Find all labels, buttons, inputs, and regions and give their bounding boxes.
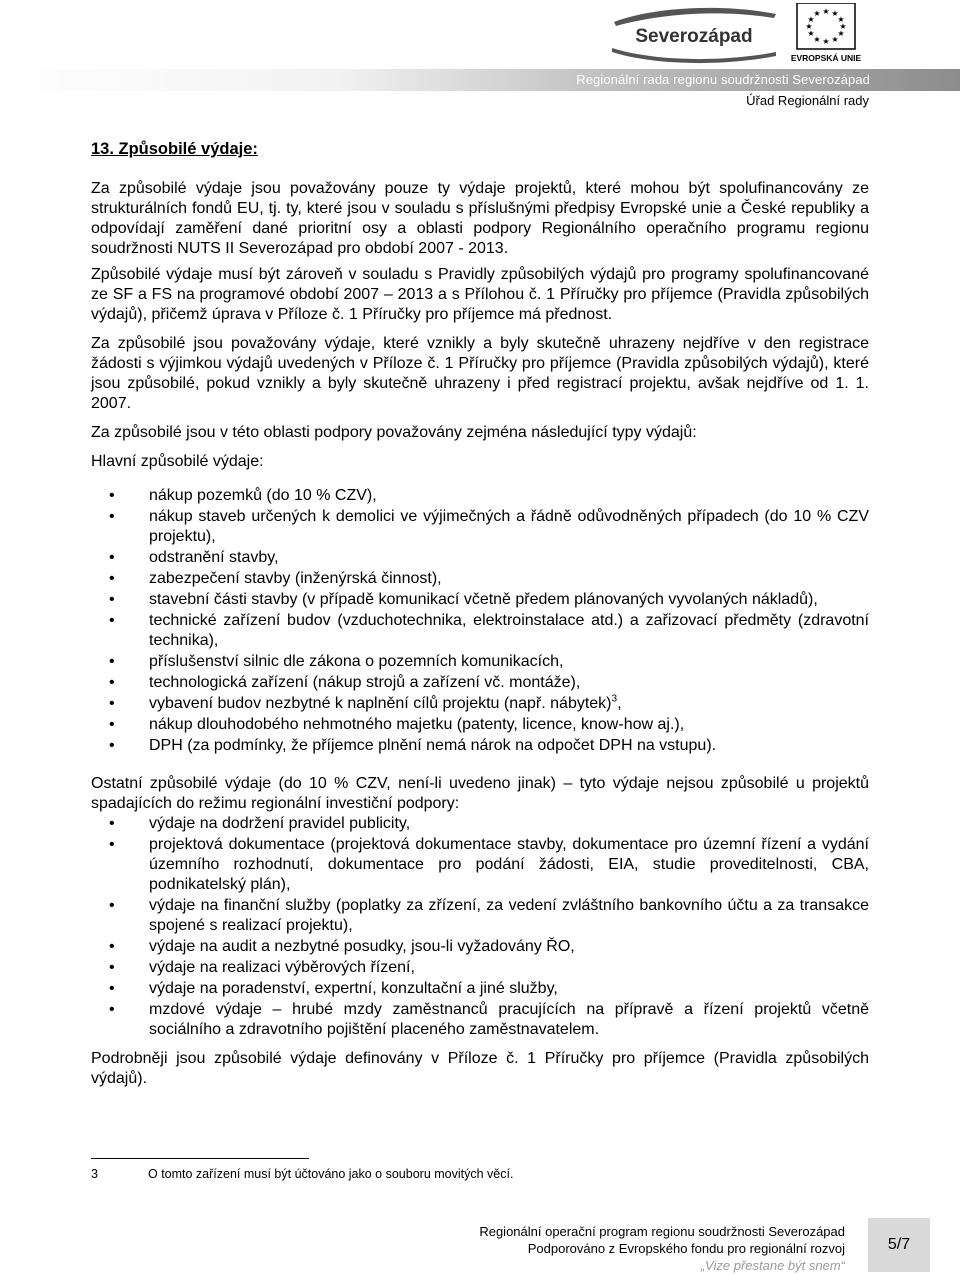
svg-text:★: ★ (813, 35, 821, 44)
bullet-icon: • (109, 674, 115, 691)
bullet-icon: • (109, 980, 115, 997)
svg-text:★: ★ (837, 29, 845, 38)
paragraph-other-heading: Ostatní způsobilé výdaje (do 10 % CZV, není-li uvedeno jinak) – tyto výdaje nejsou způsobilé u projektů spadajících do režimu regionální investiční podpory: (91, 775, 869, 812)
footer-fund: Podporováno z Evropského fondu pro regionální rozvoj (527, 1241, 845, 1256)
bullet-icon: • (109, 897, 115, 914)
list-item: • výdaje na dodržení pravidel publicity, (109, 815, 411, 832)
paragraph-eligibility: Za způsobilé výdaje jsou považovány pouze ty výdaje projektů, které mohou být spolufinancovány ze strukturálních fondů EU, tj. ty, které jsou v souladu s příslušnými předpisy Evropské unie a České republiky a odpovídají zaměření dané prioritní osy a oblasti podpory Regionálního operačního programu regionu soudržnosti NUTS II Severozápad pro období 2007 - 2013. (91, 180, 869, 257)
bullet-icon: • (109, 487, 115, 504)
svg-text:★: ★ (807, 15, 815, 24)
list-item: • výdaje na finanční služby (poplatky za zřízení, za vedení zvláštního bankovního účtu a za transakce spojené s realizací projektu), (109, 897, 869, 934)
svg-text:★: ★ (805, 22, 813, 31)
severozapad-logo (606, 4, 782, 64)
paragraph-details: Podrobněji jsou způsobilé výdaje definovány v Příloze č. 1 Příručky pro příjemce (Pravidla způsobilých výdajů). (91, 1050, 869, 1087)
bullet-icon: • (109, 591, 115, 608)
header-organization: Regionální rada regionu soudržnosti Severozápad (576, 72, 870, 87)
bullet-icon: • (109, 959, 115, 976)
bullet-icon: • (109, 508, 115, 525)
bullet-icon: • (109, 938, 115, 955)
svg-text:★: ★ (822, 7, 830, 16)
list-item: • mzdové výdaje – hrubé mzdy zaměstnanců pracujících na přípravě a řízení projektů včetně sociálního a zdravotního pojištění placeného zaměstnavatelem. (109, 1001, 869, 1038)
list-item: • stavební části stavby (v případě komunikací včetně předem plánovaných vyvolaných nákladů), (109, 591, 818, 608)
svg-text:★: ★ (822, 37, 830, 46)
bullet-icon: • (109, 1001, 115, 1018)
footer (479, 1223, 845, 1274)
document-body (91, 140, 869, 1098)
main-expenses-list (91, 486, 869, 756)
bullet-icon: • (109, 612, 115, 629)
bullet-icon: • (109, 836, 115, 853)
list-item: • zabezpečení stavby (inženýrská činnost), (109, 570, 442, 587)
list-item: • projektová dokumentace (projektová dokumentace stavby, dokumentace pro územní řízení a vydání územního rozhodnutí, dokumentace pro podání žádosti, EIA, studie proveditelnosti, CBA, podnikatelský plán), (109, 836, 869, 893)
bullet-icon: • (109, 653, 115, 670)
list-item: • nákup dlouhodobého nehmotného majetku (patenty, licence, know-how aj.), (109, 716, 685, 733)
svg-text:EVROPSKÁ UNIE: EVROPSKÁ UNIE (790, 53, 862, 63)
list-item: • výdaje na realizaci výběrových řízení, (109, 959, 415, 976)
page-number: 5/7 (868, 1218, 930, 1272)
list-item: • technologická zařízení (nákup strojů a zařízení vč. montáže), (109, 674, 581, 691)
footnote-reference[interactable]: 3 (611, 693, 618, 705)
paragraph-types-intro: Za způsobilé jsou v této oblasti podpory považovány zejména následující typy výdajů: (91, 424, 697, 441)
paragraph-dates: Za způsobilé jsou považovány výdaje, které vznikly a byly skutečně uhrazeny nejdříve v den registrace žádosti s výjimkou výdajů uvedených v Příloze č. 1 Příručky pro příjemce (Pravidla způsobilých výdajů), které jsou způsobilé, pokud vznikly a byly skutečně uhrazeny i před registrací projektu, avšak nejdříve od 1. 1. 2007. (91, 335, 869, 412)
svg-text:★: ★ (831, 35, 839, 44)
list-item: • výdaje na poradenství, expertní, konzultační a jiné služby, (109, 980, 558, 997)
bullet-icon: • (109, 549, 115, 566)
footnote-divider (91, 1158, 309, 1159)
other-expenses-list (91, 814, 869, 1040)
list-item: • DPH (za podmínky, že příjemce plnění nemá nárok na odpočet DPH na vstupu). (109, 737, 717, 754)
bullet-icon: • (109, 570, 115, 587)
list-item: • vybavení budov nezbytné k naplnění cílů projektu (např. nábytek)$^3$, (109, 693, 622, 712)
list-item: • výdaje na audit a nezbytné posudky, jsou-li vyžadovány ŘO, (109, 938, 575, 955)
footer-program: Regionální operační program regionu soudržnosti Severozápad (479, 1224, 845, 1239)
section-title: 13. Způsobilé výdaje: (91, 140, 258, 158)
bullet-icon: • (109, 716, 115, 733)
footnote (91, 1167, 513, 1181)
eu-flag-logo (787, 3, 865, 65)
footer-slogan: „Vize přestane být snem“ (700, 1258, 845, 1273)
header-office: Úřad Regionální rady (746, 93, 869, 108)
svg-text:★: ★ (837, 15, 845, 24)
list-item: • příslušenství silnic dle zákona o pozemních komunikacích, (109, 653, 564, 670)
paragraph-rules: Způsobilé výdaje musí být zároveň v souladu s Pravidly způsobilých výdajů pro programy spolufinancované ze SF a FS na programové období 2007 – 2013 a s Přílohou č. 1 Příručky pro příjemce (Pravidla způsobilých výdajů), přičemž úprava v Příloze č. 1 Příručky pro příjemce má přednost. (91, 266, 869, 323)
svg-text:★: ★ (839, 22, 847, 31)
list-item: • nákup staveb určených k demolici ve výjimečných a řádně odůvodněných případech (do 10 % CZV projektu), (109, 508, 869, 545)
list-item: • technické zařízení budov (vzduchotechnika, elektroinstalace atd.) a zařizovací předměty (zdravotní technika), (109, 612, 869, 649)
bullet-icon: • (109, 695, 115, 712)
footnote-text: O tomto zařízení musí být účtováno jako o souboru movitých věcí. (148, 1167, 514, 1181)
paragraph-main-heading: Hlavní způsobilé výdaje: (91, 453, 264, 470)
list-item: • odstranění stavby, (109, 549, 279, 566)
svg-text:★: ★ (807, 29, 815, 38)
svg-text:★: ★ (831, 9, 839, 18)
footnote-number: 3 (91, 1167, 98, 1181)
bullet-icon: • (109, 737, 115, 754)
svg-text:Severozápad: Severozápad (635, 26, 753, 47)
bullet-icon: • (109, 815, 115, 832)
svg-text:★: ★ (813, 9, 821, 18)
list-item: • nákup pozemků (do 10 % CZV), (109, 487, 377, 504)
